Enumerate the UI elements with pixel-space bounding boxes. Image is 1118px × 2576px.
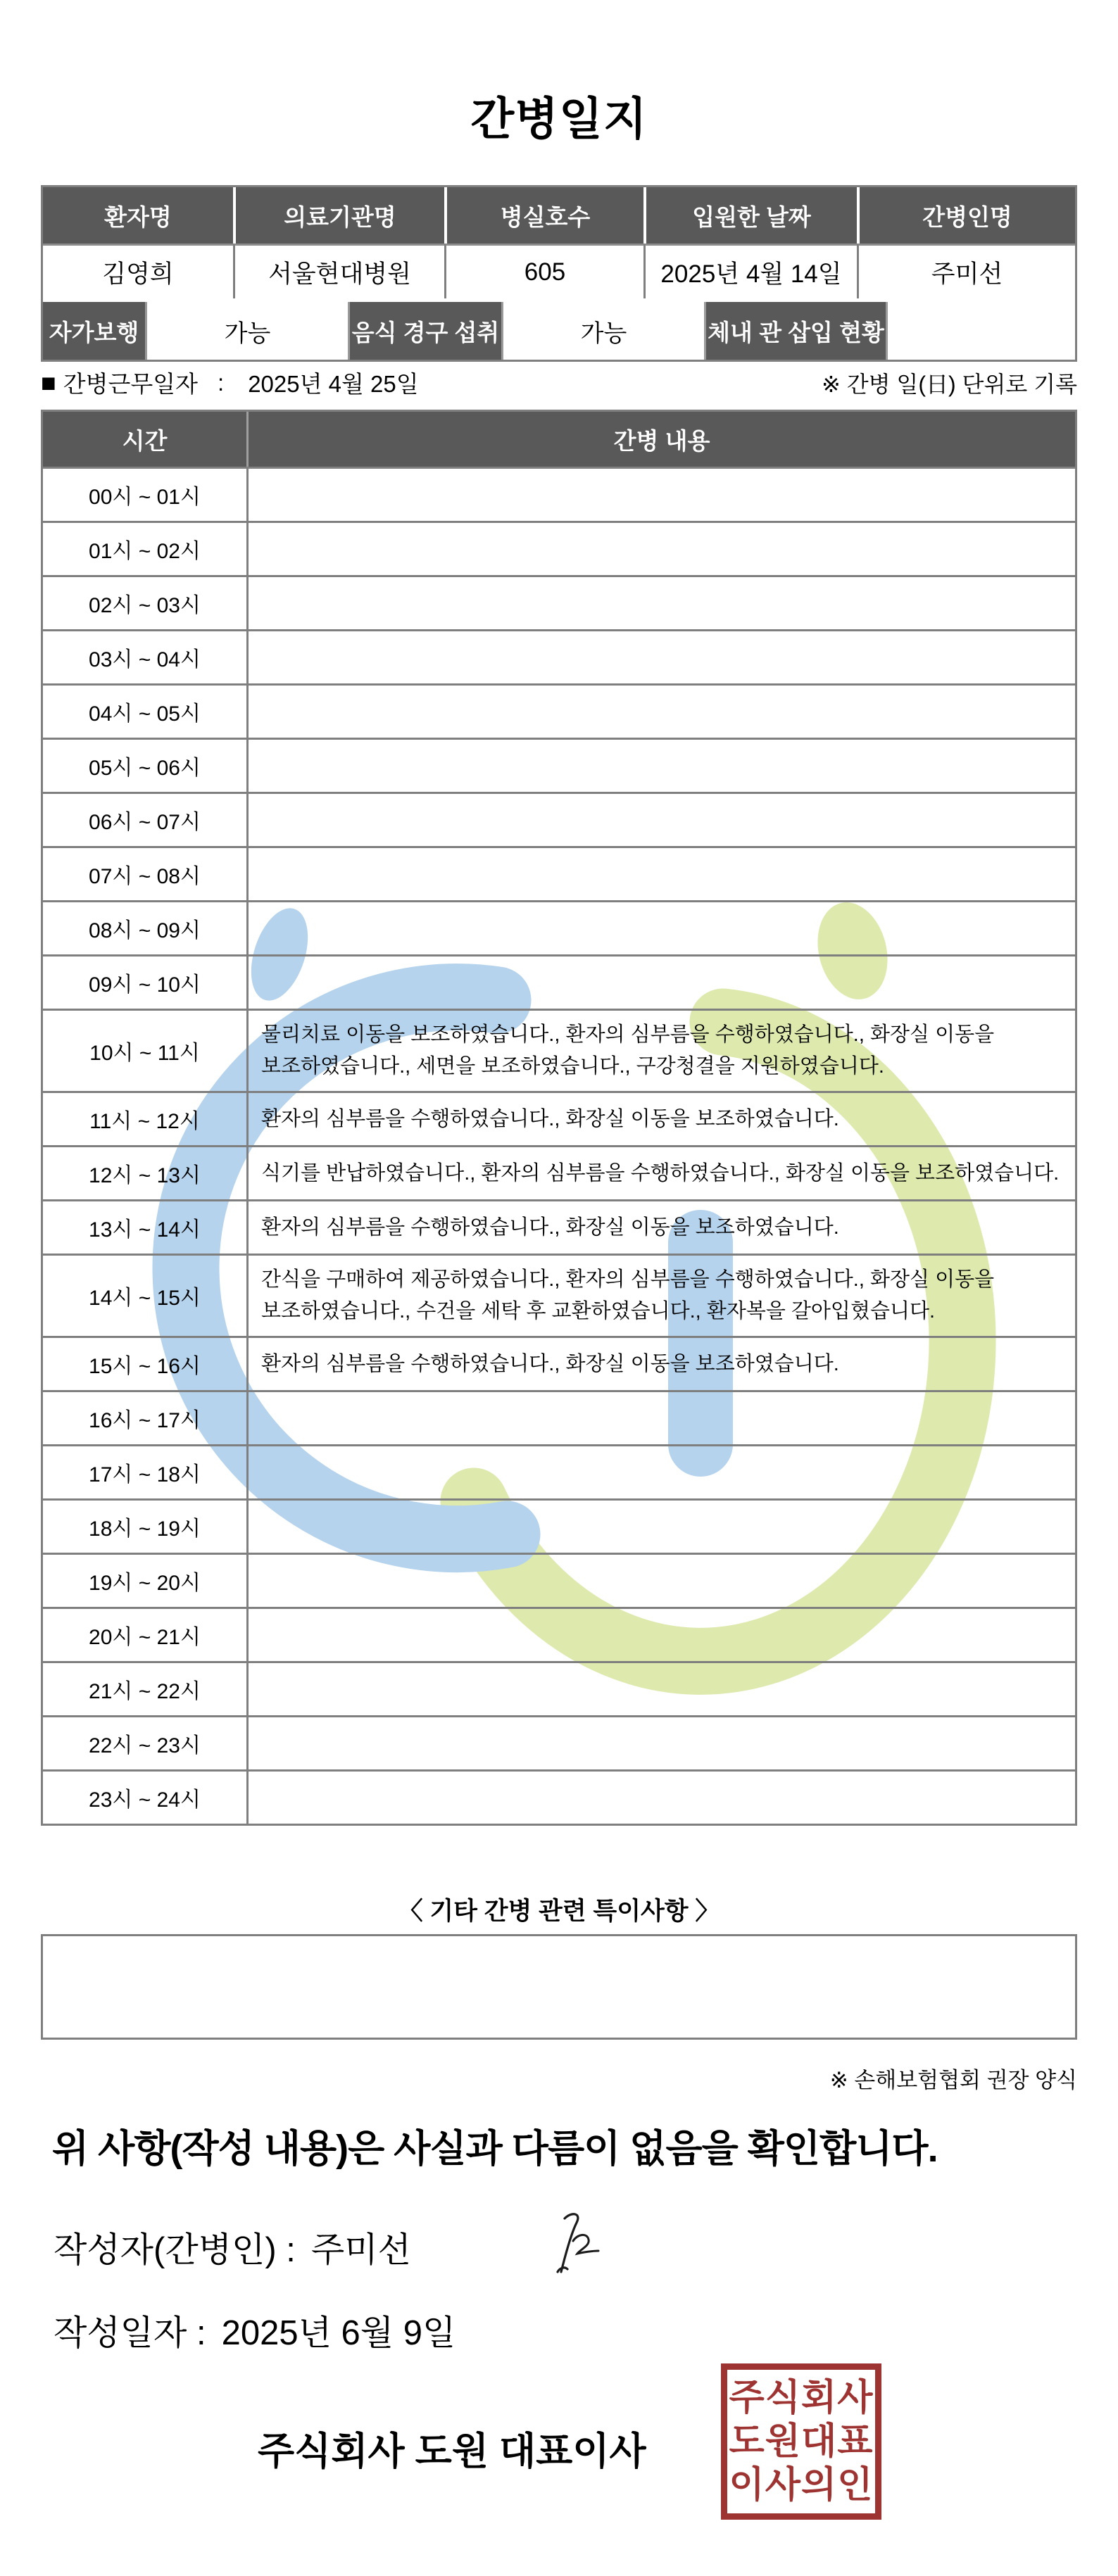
care-log-row [43, 738, 1075, 792]
patient-name-header: 환자명 [43, 187, 233, 244]
care-log-row [43, 575, 1075, 629]
care-log-row [43, 1607, 1075, 1661]
time-range-cell: 14시 ~ 15시 [43, 1256, 249, 1336]
time-range-cell: 10시 ~ 11시 [43, 1011, 249, 1091]
time-range-cell: 04시 ~ 05시 [43, 686, 249, 738]
care-log-row [43, 683, 1075, 738]
care-log-row [43, 1769, 1075, 1824]
time-range-cell: 03시 ~ 04시 [43, 631, 249, 683]
care-content-cell [249, 902, 1075, 954]
company-ceo-line: 주식회사 도원 대표이사 [258, 2430, 646, 2473]
stamp-row-3: 이사의인 [729, 2465, 874, 2506]
admission-date-header: 입원한 날짜 [643, 187, 857, 244]
time-range-cell: 23시 ~ 24시 [43, 1772, 249, 1824]
insurance-association-form-note: ※ 손해보험협회 권장 양식 [829, 2068, 1077, 2092]
care-log-row [43, 1145, 1075, 1199]
time-range-cell: 08시 ~ 09시 [43, 902, 249, 954]
time-range-cell: 15시 ~ 16시 [43, 1338, 249, 1390]
care-content-cell: 환자의 심부름을 수행하였습니다., 화장실 이동을 보조하였습니다. [261, 1107, 839, 1130]
time-range-cell: 05시 ~ 06시 [43, 740, 249, 792]
care-log-row [43, 1009, 1075, 1091]
worklog-date-label: 간병근무일자 [63, 371, 199, 397]
care-content-cell: 간식을 구매하여 제공하였습니다., 환자의 심부름을 수행하였습니다., 화장실 이동을 보조하였습니다., 수건을 세탁 후 교환하였습니다., 환자복을 갈아입혔습니다. [261, 1268, 995, 1322]
room-number-header: 병실호수 [444, 187, 643, 244]
time-range-cell: 02시 ~ 03시 [43, 577, 249, 629]
care-content-cell [249, 523, 1075, 575]
worklog-colon: : [218, 369, 225, 396]
care-log-row [43, 521, 1075, 575]
stamp-row-1: 주식회사 [729, 2378, 874, 2418]
time-range-cell: 18시 ~ 19시 [43, 1501, 249, 1553]
care-log-row [43, 1553, 1075, 1607]
time-range-cell: 12시 ~ 13시 [43, 1147, 249, 1199]
info-header-row [43, 187, 1075, 244]
time-range-cell: 06시 ~ 07시 [43, 794, 249, 846]
care-content-column-header: 간병 내용 [613, 427, 710, 454]
written-date-value: 2025년 6월 9일 [221, 2314, 456, 2352]
care-content-cell [249, 794, 1075, 846]
care-log-rows [43, 467, 1075, 1824]
writer-line [54, 2223, 411, 2272]
care-log-table [41, 410, 1077, 1826]
care-content-cell [249, 1609, 1075, 1661]
care-content-cell [249, 1501, 1075, 1553]
care-log-row [43, 1390, 1075, 1444]
daily-record-note: ※ 간병 일(日) 단위로 기록 [822, 371, 1077, 397]
care-log-header-row [43, 412, 1075, 467]
care-log-row [43, 1091, 1075, 1145]
institution-header: 의료기관명 [233, 187, 444, 244]
info-value-row [43, 244, 1075, 298]
stamp-row-2: 도원대표 [729, 2421, 874, 2462]
care-log-row [43, 1661, 1075, 1715]
care-content-cell [249, 1446, 1075, 1498]
time-range-cell: 21시 ~ 22시 [43, 1663, 249, 1715]
care-content-cell [249, 1717, 1075, 1769]
confirmation-statement: 위 사항(작성 내용)은 사실과 다름이 없음을 확인합니다. [52, 2128, 938, 2170]
oral-intake-label: 음식 경구 섭취 [348, 302, 501, 360]
handwritten-signature [536, 2209, 614, 2283]
page-title: 간병일지 [470, 94, 648, 144]
care-log-row [43, 1336, 1075, 1390]
care-content-cell [249, 740, 1075, 792]
care-content-cell [249, 686, 1075, 738]
caregiver-name-value: 주미선 [857, 244, 1075, 298]
special-notes-title: 〈 기타 간병 관련 특이사항 〉 [398, 1898, 720, 1925]
oral-intake-value: 가능 [501, 302, 704, 360]
time-range-cell: 13시 ~ 14시 [43, 1201, 249, 1254]
care-log-row [43, 1498, 1075, 1553]
worklog-date-left [41, 366, 419, 399]
admission-date-value: 2025년 4월 14일 [643, 244, 857, 298]
time-range-cell: 17시 ~ 18시 [43, 1446, 249, 1498]
worklog-date-value: 2025년 4월 25일 [248, 371, 419, 397]
care-content-cell [249, 469, 1075, 521]
institution-value: 서울현대병원 [233, 244, 444, 298]
worklog-date-line [41, 366, 1077, 399]
care-content-cell: 환자의 심부름을 수행하였습니다., 화장실 이동을 보조하였습니다. [261, 1216, 839, 1239]
care-content-cell: 환자의 심부름을 수행하였습니다., 화장실 이동을 보조하였습니다. [261, 1352, 839, 1375]
info-status-row [43, 298, 1075, 360]
care-content-cell [249, 577, 1075, 629]
time-range-cell: 00시 ~ 01시 [43, 469, 249, 521]
care-log-row [43, 469, 1075, 521]
time-range-cell: 07시 ~ 08시 [43, 848, 249, 900]
time-range-cell: 11시 ~ 12시 [43, 1093, 249, 1145]
care-log-row [43, 846, 1075, 900]
written-date-label: 작성일자 : [54, 2314, 206, 2352]
care-content-cell [249, 1555, 1075, 1607]
care-content-cell: 식기를 반납하였습니다., 환자의 심부름을 수행하였습니다., 화장실 이동을 보조하였습니다. [261, 1161, 1060, 1185]
time-range-cell: 20시 ~ 21시 [43, 1609, 249, 1661]
care-content-cell [249, 956, 1075, 1009]
time-range-cell: 22시 ~ 23시 [43, 1717, 249, 1769]
corporate-seal-stamp [721, 2363, 881, 2520]
time-column-header: 시간 [43, 412, 249, 467]
patient-info-table [41, 185, 1077, 362]
self-walking-value: 가능 [145, 302, 348, 360]
special-notes-box [41, 1934, 1077, 2040]
tube-insertion-label: 체내 관 삽입 현황 [704, 302, 886, 360]
care-content-cell [249, 1663, 1075, 1715]
patient-name-value: 김영희 [43, 244, 233, 298]
care-log-row [43, 1444, 1075, 1498]
care-log-row [43, 900, 1075, 954]
time-range-cell: 19시 ~ 20시 [43, 1555, 249, 1607]
care-content-cell [249, 1392, 1075, 1444]
care-content-cell [249, 1772, 1075, 1824]
care-log-row [43, 1715, 1075, 1769]
written-date-line [54, 2306, 456, 2355]
care-content-cell [249, 848, 1075, 900]
time-range-cell: 01시 ~ 02시 [43, 523, 249, 575]
care-log-row [43, 629, 1075, 683]
care-content-cell [249, 631, 1075, 683]
writer-name: 주미선 [310, 2231, 411, 2269]
time-range-cell: 16시 ~ 17시 [43, 1392, 249, 1444]
care-content-cell: 물리치료 이동을 보조하였습니다., 환자의 심부름을 수행하였습니다., 화장실 이동을 보조하였습니다., 세면을 보조하였습니다., 구강청결을 지원하였습니다. [261, 1023, 995, 1078]
care-log-row [43, 1254, 1075, 1336]
tube-insertion-value [886, 302, 1075, 360]
writer-label: 작성자(간병인) : [54, 2231, 296, 2269]
care-log-row [43, 954, 1075, 1009]
square-bullet-icon: ■ [41, 367, 56, 397]
self-walking-label: 자가보행 [43, 302, 145, 360]
care-log-row [43, 792, 1075, 846]
time-range-cell: 09시 ~ 10시 [43, 956, 249, 1009]
caregiver-name-header: 간병인명 [857, 187, 1075, 244]
room-number-value: 605 [444, 244, 643, 298]
care-log-row [43, 1199, 1075, 1254]
